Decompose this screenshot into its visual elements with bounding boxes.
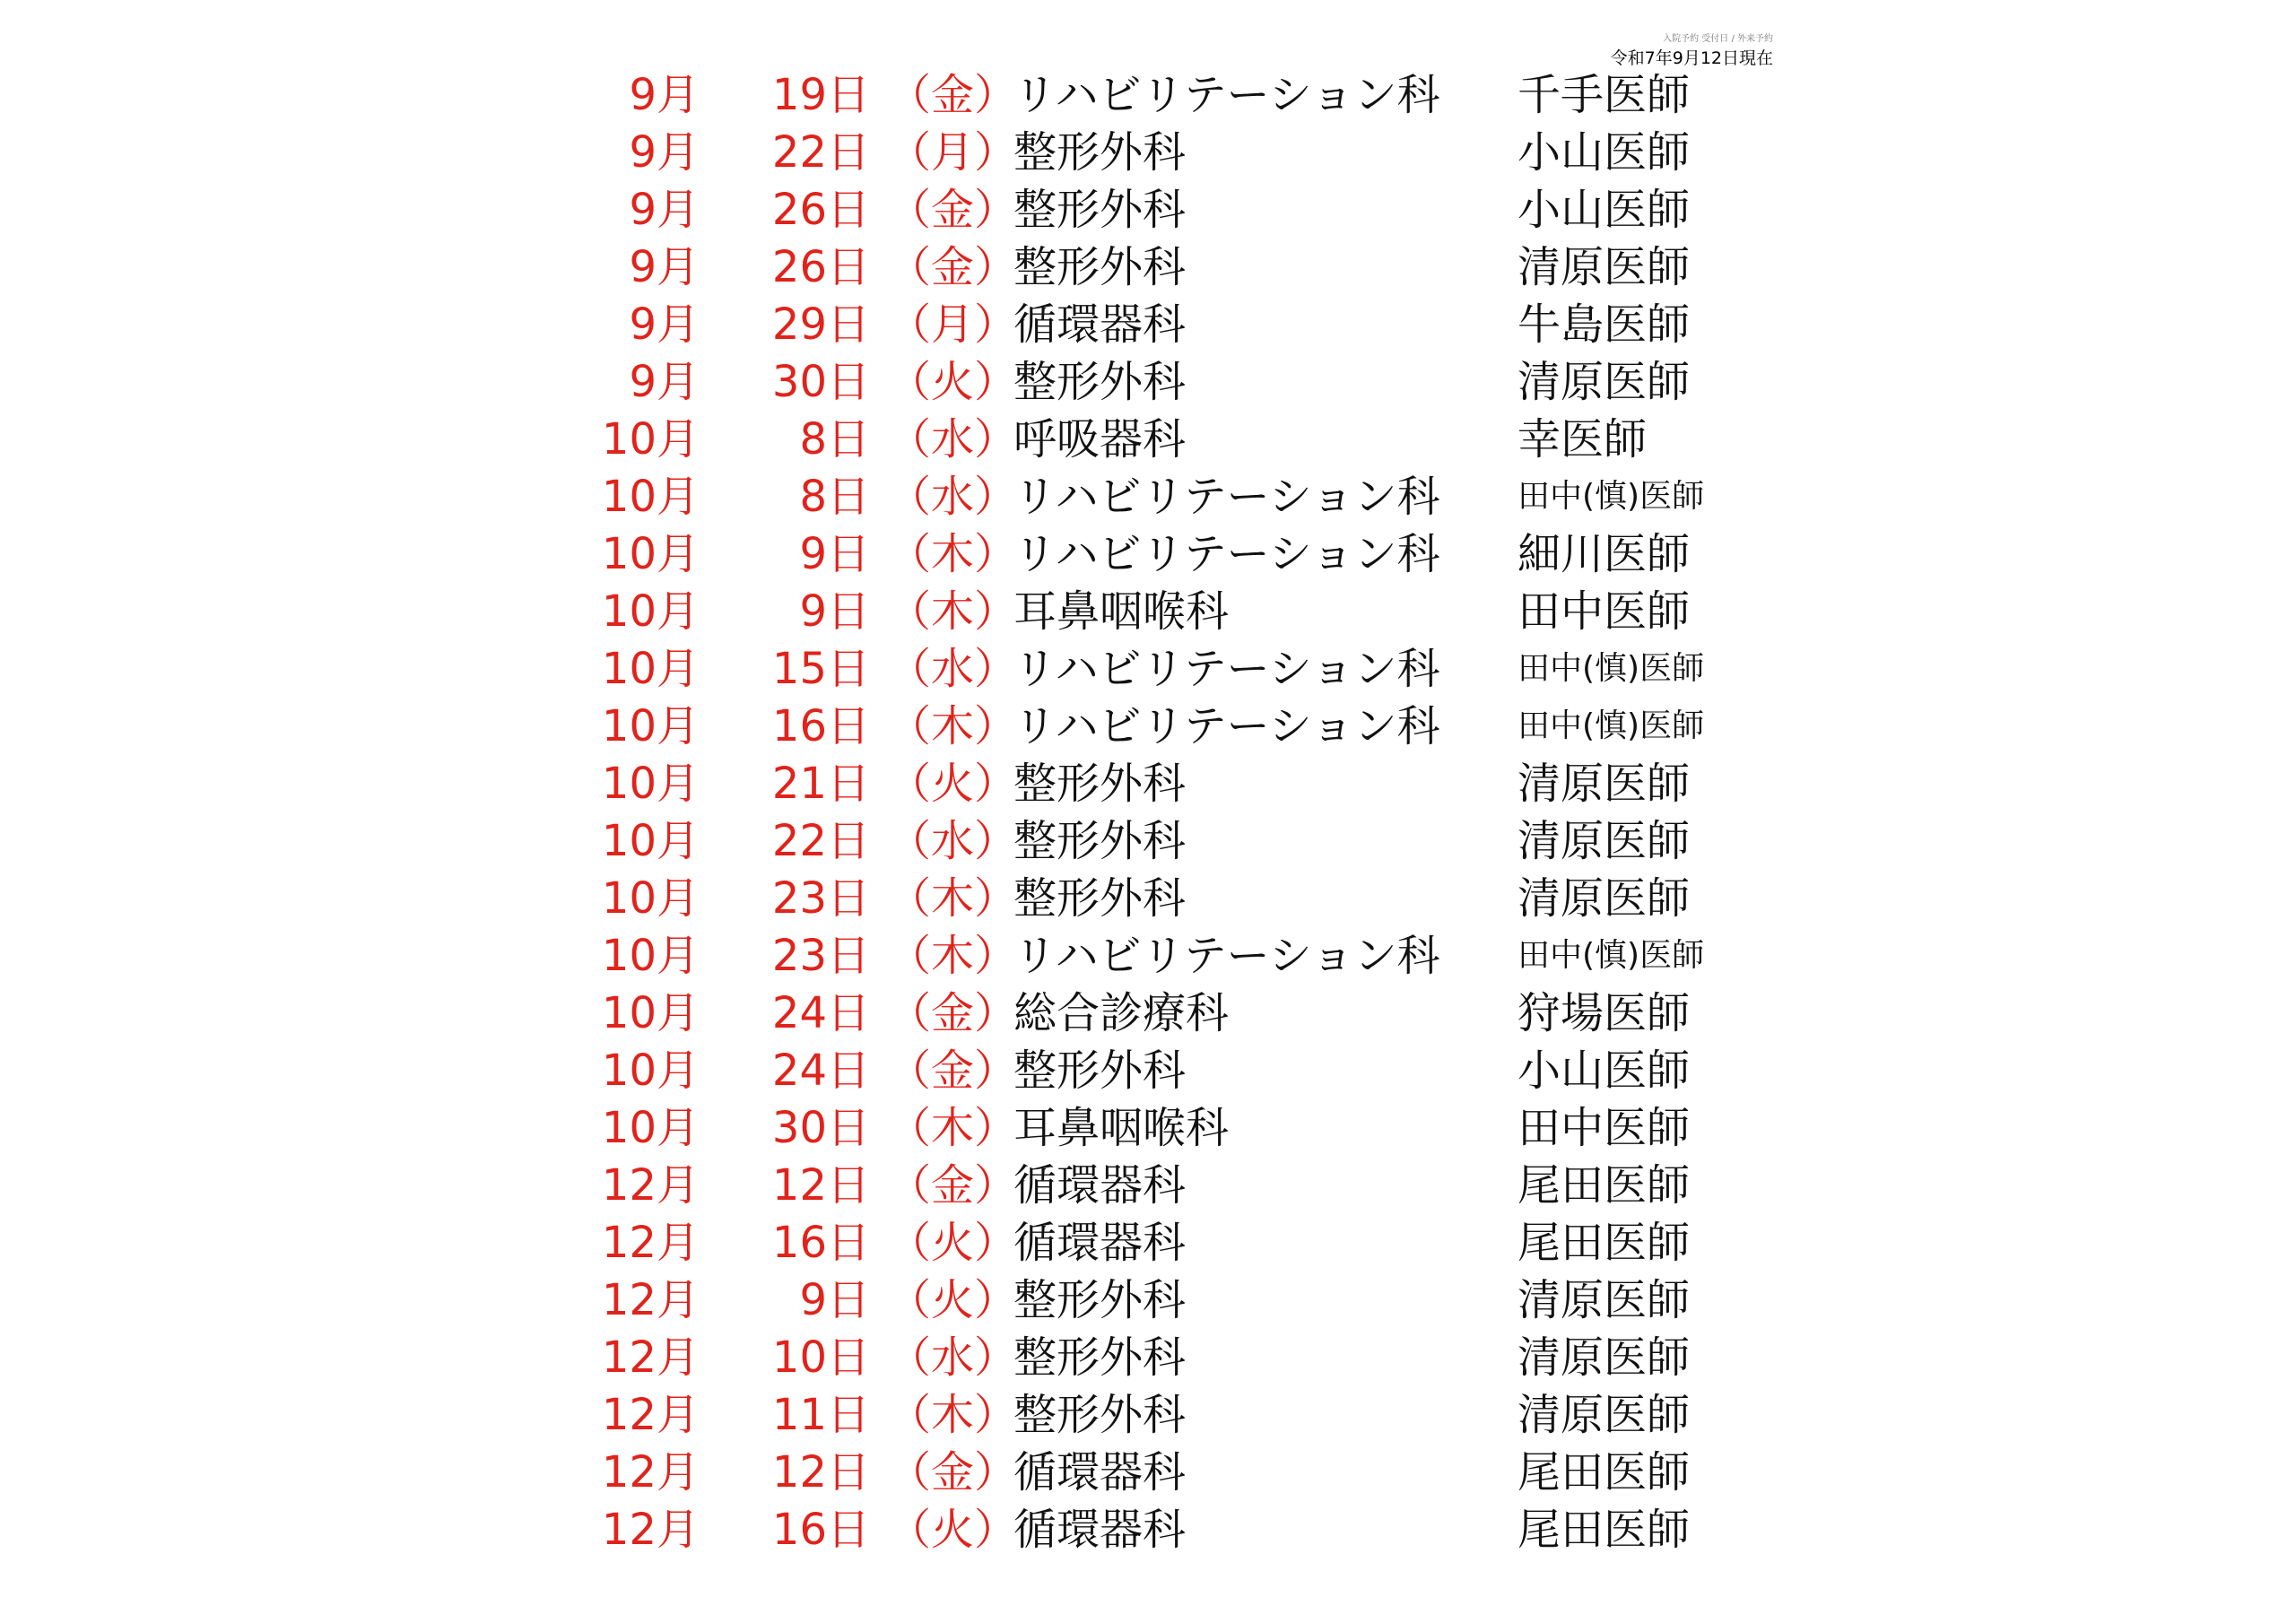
department-cell: 循環器科 <box>1013 1160 1187 1211</box>
month-cell: 12月 <box>601 1275 700 1325</box>
month-cell: 9月 <box>629 127 700 178</box>
day-cell: 8日 <box>799 414 870 464</box>
month-cell: 10月 <box>601 931 700 981</box>
month-cell: 10月 <box>601 816 700 866</box>
weekday-cell: （木） <box>888 931 1018 981</box>
schedule-row <box>0 1329 2296 1386</box>
weekday-cell: （金） <box>888 988 1018 1038</box>
weekday-cell: （木） <box>888 1390 1018 1440</box>
day-cell: 15日 <box>771 644 870 694</box>
weekday-cell: （火） <box>888 1275 1018 1325</box>
department-cell: リハビリテーション科 <box>1013 472 1440 522</box>
department-cell: 整形外科 <box>1013 242 1187 292</box>
weekday-cell: （木） <box>888 701 1018 751</box>
weekday-cell: （木） <box>888 873 1018 924</box>
schedule-row <box>0 296 2296 353</box>
doctor-cell: 清原医師 <box>1518 357 1691 407</box>
doctor-cell: 清原医師 <box>1518 1332 1691 1383</box>
schedule-row <box>0 927 2296 985</box>
schedule-row <box>0 583 2296 640</box>
department-cell: 総合診療科 <box>1013 988 1230 1038</box>
schedule-row <box>0 1099 2296 1157</box>
weekday-cell: （金） <box>888 1046 1018 1096</box>
department-cell: 整形外科 <box>1013 127 1187 178</box>
department-cell: 整形外科 <box>1013 185 1187 235</box>
weekday-cell: （金） <box>888 1160 1018 1211</box>
doctor-cell: 細川医師 <box>1518 529 1691 579</box>
schedule-row <box>0 698 2296 755</box>
weekday-cell: （月） <box>888 127 1018 178</box>
doctor-cell: 千手医師 <box>1518 70 1691 120</box>
day-cell: 16日 <box>771 1218 870 1268</box>
doctor-cell: 田中(慎)医師 <box>1518 650 1705 687</box>
weekday-cell: （金） <box>888 242 1018 292</box>
weekday-cell: （金） <box>888 70 1018 120</box>
weekday-cell: （水） <box>888 414 1018 464</box>
department-cell: 呼吸器科 <box>1013 414 1187 464</box>
department-cell: 耳鼻咽喉科 <box>1013 586 1230 637</box>
doctor-cell: 清原医師 <box>1518 759 1691 809</box>
month-cell: 10月 <box>601 1103 700 1153</box>
doctor-cell: 幸医師 <box>1518 414 1648 464</box>
department-cell: リハビリテーション科 <box>1013 529 1440 579</box>
doctor-cell: 小山医師 <box>1518 1046 1691 1096</box>
month-cell: 10月 <box>601 472 700 522</box>
doctor-cell: 尾田医師 <box>1518 1218 1691 1268</box>
month-cell: 9月 <box>629 357 700 407</box>
schedule-row <box>0 468 2296 525</box>
department-cell: 循環器科 <box>1013 299 1187 350</box>
month-cell: 10月 <box>601 529 700 579</box>
day-cell: 24日 <box>771 1046 870 1096</box>
doctor-cell: 尾田医師 <box>1518 1160 1691 1211</box>
day-cell: 26日 <box>771 185 870 235</box>
doctor-cell: 牛島医師 <box>1518 299 1691 350</box>
department-cell: 整形外科 <box>1013 1390 1187 1440</box>
month-cell: 10月 <box>601 586 700 637</box>
schedule-row <box>0 124 2296 181</box>
month-cell: 9月 <box>629 242 700 292</box>
month-cell: 12月 <box>601 1505 700 1555</box>
day-cell: 23日 <box>771 873 870 924</box>
department-cell: 整形外科 <box>1013 1046 1187 1096</box>
doctor-cell: 小山医師 <box>1518 185 1691 235</box>
month-cell: 10月 <box>601 759 700 809</box>
department-cell: 整形外科 <box>1013 357 1187 407</box>
schedule-row <box>0 640 2296 698</box>
schedule-row <box>0 411 2296 468</box>
schedule-row <box>0 985 2296 1042</box>
month-cell: 10月 <box>601 988 700 1038</box>
weekday-cell: （水） <box>888 1332 1018 1383</box>
department-cell: 整形外科 <box>1013 873 1187 924</box>
schedule-row <box>0 1386 2296 1444</box>
doctor-cell: 清原医師 <box>1518 873 1691 924</box>
department-cell: リハビリテーション科 <box>1013 701 1440 751</box>
day-cell: 21日 <box>771 759 870 809</box>
weekday-cell: （金） <box>888 185 1018 235</box>
schedule-row <box>0 1214 2296 1271</box>
weekday-cell: （火） <box>888 1218 1018 1268</box>
schedule-row <box>0 525 2296 583</box>
schedule-row <box>0 1042 2296 1099</box>
schedule-row <box>0 1271 2296 1329</box>
department-cell: 循環器科 <box>1013 1447 1187 1497</box>
doctor-cell: 田中(慎)医師 <box>1518 937 1705 974</box>
doctor-cell: 田中医師 <box>1518 1103 1691 1153</box>
department-cell: 整形外科 <box>1013 759 1187 809</box>
department-cell: 整形外科 <box>1013 1275 1187 1325</box>
weekday-cell: （水） <box>888 472 1018 522</box>
day-cell: 24日 <box>771 988 870 1038</box>
day-cell: 8日 <box>799 472 870 522</box>
department-cell: 循環器科 <box>1013 1218 1187 1268</box>
day-cell: 9日 <box>799 1275 870 1325</box>
day-cell: 19日 <box>771 70 870 120</box>
day-cell: 10日 <box>771 1332 870 1383</box>
day-cell: 9日 <box>799 529 870 579</box>
department-cell: リハビリテーション科 <box>1013 644 1440 694</box>
weekday-cell: （木） <box>888 586 1018 637</box>
schedule-row <box>0 812 2296 870</box>
month-cell: 12月 <box>601 1332 700 1383</box>
schedule-row <box>0 66 2296 124</box>
department-cell: 循環器科 <box>1013 1505 1187 1555</box>
doctor-cell: 清原医師 <box>1518 816 1691 866</box>
schedule-row <box>0 353 2296 411</box>
doctor-cell: 尾田医師 <box>1518 1505 1691 1555</box>
month-cell: 9月 <box>629 70 700 120</box>
department-cell: リハビリテーション科 <box>1013 70 1440 120</box>
day-cell: 9日 <box>799 586 870 637</box>
day-cell: 22日 <box>771 127 870 178</box>
month-cell: 12月 <box>601 1160 700 1211</box>
day-cell: 23日 <box>771 931 870 981</box>
weekday-cell: （水） <box>888 816 1018 866</box>
day-cell: 30日 <box>771 357 870 407</box>
department-cell: リハビリテーション科 <box>1013 931 1440 981</box>
schedule-row <box>0 755 2296 812</box>
schedule-row <box>0 1444 2296 1501</box>
day-cell: 12日 <box>771 1447 870 1497</box>
doctor-cell: 狩場医師 <box>1518 988 1691 1038</box>
schedule-row <box>0 239 2296 296</box>
doctor-cell: 清原医師 <box>1518 1275 1691 1325</box>
schedule-row <box>0 181 2296 239</box>
month-cell: 12月 <box>601 1447 700 1497</box>
month-cell: 10月 <box>601 414 700 464</box>
weekday-cell: （火） <box>888 357 1018 407</box>
schedule-row <box>0 870 2296 927</box>
doctor-cell: 田中医師 <box>1518 586 1691 637</box>
header-fine-print: 入院予約 受付日 / 外来予約 <box>1663 34 1773 44</box>
month-cell: 10月 <box>601 701 700 751</box>
day-cell: 30日 <box>771 1103 870 1153</box>
month-cell: 10月 <box>601 873 700 924</box>
day-cell: 26日 <box>771 242 870 292</box>
as-of-date: 令和7年9月12日現在 <box>1610 48 1773 68</box>
month-cell: 9月 <box>629 299 700 350</box>
doctor-cell: 清原医師 <box>1518 242 1691 292</box>
schedule-row <box>0 1501 2296 1558</box>
schedule-row <box>0 1157 2296 1214</box>
doctor-cell: 田中(慎)医師 <box>1518 478 1705 515</box>
department-cell: 整形外科 <box>1013 1332 1187 1383</box>
day-cell: 22日 <box>771 816 870 866</box>
weekday-cell: （火） <box>888 759 1018 809</box>
weekday-cell: （水） <box>888 644 1018 694</box>
month-cell: 12月 <box>601 1218 700 1268</box>
doctor-cell: 田中(慎)医師 <box>1518 707 1705 744</box>
month-cell: 12月 <box>601 1390 700 1440</box>
day-cell: 16日 <box>771 701 870 751</box>
doctor-cell: 尾田医師 <box>1518 1447 1691 1497</box>
department-cell: 整形外科 <box>1013 816 1187 866</box>
day-cell: 12日 <box>771 1160 870 1211</box>
weekday-cell: （金） <box>888 1447 1018 1497</box>
weekday-cell: （月） <box>888 299 1018 350</box>
doctor-cell: 小山医師 <box>1518 127 1691 178</box>
department-cell: 耳鼻咽喉科 <box>1013 1103 1230 1153</box>
weekday-cell: （木） <box>888 1103 1018 1153</box>
day-cell: 16日 <box>771 1505 870 1555</box>
doctor-cell: 清原医師 <box>1518 1390 1691 1440</box>
month-cell: 10月 <box>601 644 700 694</box>
day-cell: 11日 <box>771 1390 870 1440</box>
day-cell: 29日 <box>771 299 870 350</box>
weekday-cell: （火） <box>888 1505 1018 1555</box>
month-cell: 9月 <box>629 185 700 235</box>
weekday-cell: （木） <box>888 529 1018 579</box>
month-cell: 10月 <box>601 1046 700 1096</box>
schedule-list <box>0 66 2296 1558</box>
